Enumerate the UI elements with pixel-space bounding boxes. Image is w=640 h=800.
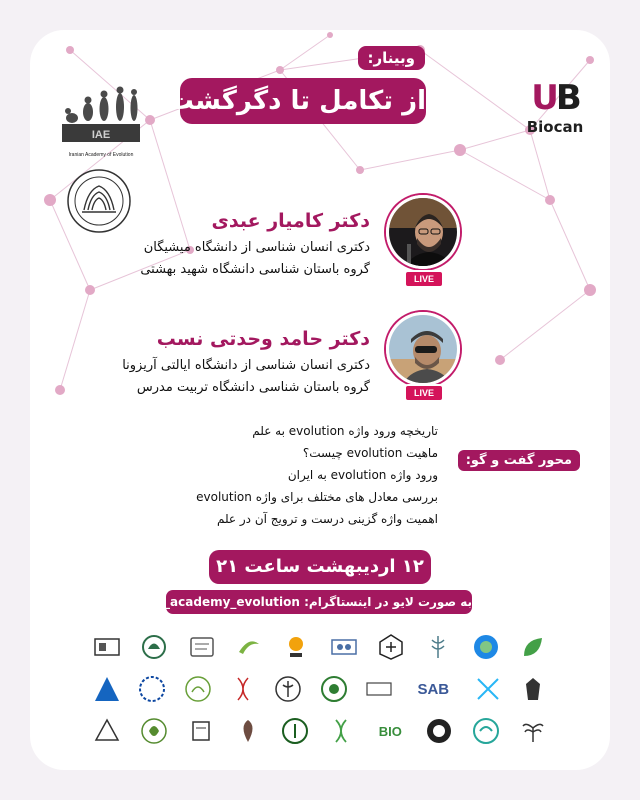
speaker-1-name: دکتر کامیار عبدی: [211, 210, 370, 232]
sponsor-logos: [90, 630, 550, 756]
sponsor-logo: [327, 630, 361, 664]
sponsor-row-1: [90, 630, 550, 664]
sponsor-logo: [362, 672, 396, 706]
sponsor-logo: [90, 672, 124, 706]
topic-item: ماهیت evolution چیست؟: [302, 446, 438, 460]
speaker-1-live-badge: LIVE: [404, 270, 444, 288]
iae-logo-text: IAE: [91, 129, 111, 141]
sponsor-logo: [516, 714, 550, 748]
speaker-2-photo: [386, 312, 460, 386]
webinar-title: از تکامل تا دگرگشت: [180, 78, 426, 124]
sponsor-logo: [421, 630, 455, 664]
sponsor-row-2: [90, 672, 550, 706]
iae-caption: Iranian Academy of Evolution: [68, 152, 134, 158]
sponsor-logo: [279, 630, 313, 664]
event-date-time: ۱۲ اردیبهشت ساعت ۲۱: [209, 550, 431, 584]
sponsor-logo: [374, 630, 408, 664]
sponsor-logo: [471, 672, 505, 706]
sponsor-logo: [226, 672, 260, 706]
sponsor-logo: [469, 714, 503, 748]
sponsor-logo: [407, 672, 459, 706]
sponsor-logo: [185, 630, 219, 664]
sponsor-logo: [232, 630, 266, 664]
webinar-tag: وبینار:: [358, 46, 425, 70]
sponsor-logo-text: BIO: [378, 723, 402, 739]
sponsor-logo: [516, 672, 550, 706]
sponsor-logo: [135, 672, 169, 706]
biocan-mark-u: U: [531, 78, 556, 118]
sponsor-logo: [371, 714, 409, 748]
sponsor-logo: [469, 630, 503, 664]
sponsor-row-3: [90, 714, 550, 748]
sponsor-logo: [90, 714, 124, 748]
sponsor-logo: [317, 672, 351, 706]
sponsor-logo: [184, 714, 218, 748]
speaker-1-affiliation: گروه باستان شناسی دانشگاه شهید بهشتی: [140, 262, 370, 277]
university-seal-icon: [66, 168, 132, 234]
iae-logo: [58, 84, 144, 158]
speaker-2-degree: دکتری انسان شناسی از دانشگاه ایالتی آریزونا: [122, 358, 370, 373]
topic-item: اهمیت واژه گزینی درست و ترویج آن در علم: [216, 512, 438, 526]
evolution-silhouette-icon: [58, 84, 144, 146]
biocan-mark-b: B: [555, 78, 579, 118]
sponsor-logo-text: SAB: [417, 680, 450, 698]
speaker-1-degree: دکتری انسان شناسی از دانشگاه میشیگان: [143, 240, 370, 255]
sponsor-logo: [231, 714, 265, 748]
sponsor-logo: [90, 630, 124, 664]
sponsor-logo: [324, 714, 358, 748]
speaker-2-name: دکتر حامد وحدتی نسب: [156, 328, 370, 350]
sponsor-logo: [137, 630, 171, 664]
sponsor-logo: [278, 714, 312, 748]
sponsor-logo: [422, 714, 456, 748]
sponsor-logo: [271, 672, 305, 706]
topic-item: ورود واژه evolution به ایران: [287, 468, 438, 482]
poster-card: [30, 30, 610, 770]
biocan-wordmark: Biocan: [526, 118, 584, 136]
speaker-1-photo: [386, 195, 460, 269]
biocan-mark: [520, 78, 590, 118]
topic-item: تاریخچه ورود واژه evolution به علم: [252, 424, 438, 438]
topics-label: محور گفت و گو:: [458, 450, 580, 471]
speaker-2-live-badge: LIVE: [404, 384, 444, 402]
instagram-live-info: به صورت لایو در اینستاگرام: ir_academy_evolution: [166, 590, 472, 614]
sponsor-logo: [137, 714, 171, 748]
biocan-logo: [520, 78, 590, 136]
speaker-2-affiliation: گروه باستان شناسی دانشگاه تربیت مدرس: [136, 380, 370, 395]
sponsor-logo: [181, 672, 215, 706]
sponsor-logo: [516, 630, 550, 664]
topic-item: بررسی معادل های مختلف برای واژه evolution: [196, 490, 438, 504]
